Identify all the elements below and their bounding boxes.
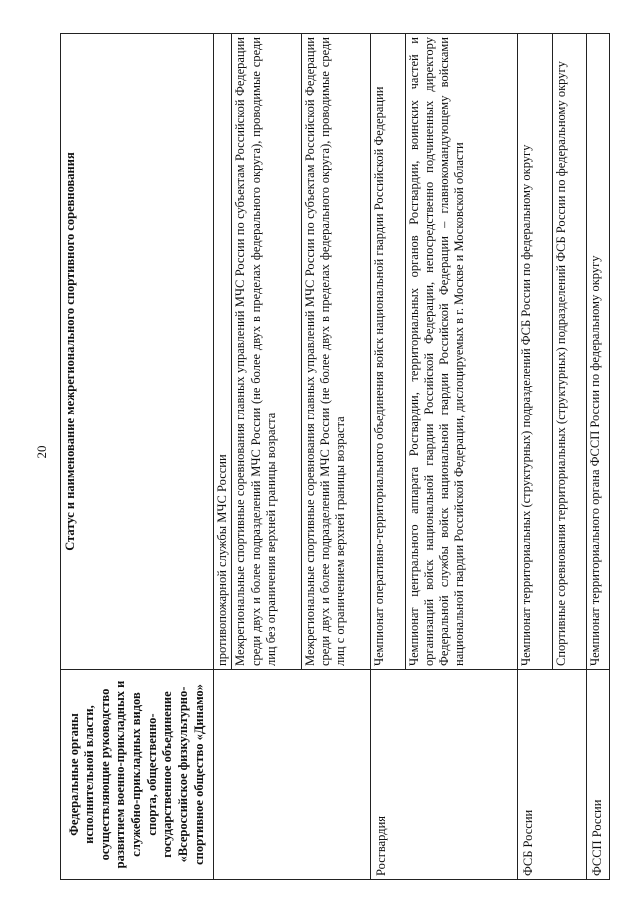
entry-cell: противопожарной службы МЧС России — [213, 34, 232, 670]
entry-cell: Спортивные соревнования территориальных (структурных) подразделений ФСБ России по федеральному округу — [552, 34, 587, 670]
entry-cell: Чемпионат территориальных (структурных) подразделений ФСБ России по федеральному округу — [517, 34, 552, 670]
entry-cell: Межрегиональные спортивные соревнования главных управлений МЧС России по субъектам Российской Федерации среди двух и более подразделений МЧС России (не более двух в пределах федерального округа), проводимые среди лиц без ограничения верхней границы возраста — [232, 34, 301, 670]
entry-cell: Межрегиональные спортивные соревнования главных управлений МЧС России по субъектам Российской Федерации среди двух и более подразделений МЧС России (не более двух в пределах федерального округа), проводимые среди лиц с ограничением верхней границы возраста — [301, 34, 370, 670]
table-header-row — [61, 34, 214, 880]
rotated-table-wrapper — [60, 34, 610, 880]
table-row — [370, 34, 405, 880]
org-cell: ФСБ России — [517, 670, 586, 880]
org-cell: ФССП России — [587, 670, 610, 880]
table-row — [587, 34, 610, 880]
org-cell — [213, 670, 370, 880]
table-row — [517, 34, 552, 880]
entry-cell: Чемпионат оперативно-территориального объединения войск национальной гвардии Российской Федерации — [370, 34, 405, 670]
table-row — [213, 34, 232, 880]
entry-cell: Чемпионат территориального органа ФССП России по федеральному округу — [587, 34, 610, 670]
page-number: 20 — [34, 445, 49, 459]
header-organs: Федеральные органы исполнительной власти, осуществляющие руководство развитием военно-прикладных и служебно-прикладных видов спорта, общественно-государственное объединение «Всероссийское физкультурно-спортивное общество «Динамо» — [61, 670, 214, 880]
entry-cell: Чемпионат центрального аппарата Росгвардии, территориальных органов Росгвардии, воинских частей и организаций войск национальной гвардии Российской Федерации, непосредственно подчиненных директору Федеральной службы войск национальной гвардии Российской Федерации – главнокомандующему войсками национальной гвардии Российской Федерации, дислоцируемых в г. Москве и Московской области — [405, 34, 517, 670]
header-status: Статус и наименование межрегионального спортивного соревнования — [61, 34, 214, 670]
competitions-table — [60, 33, 610, 880]
org-cell: Росгвардия — [370, 670, 517, 880]
